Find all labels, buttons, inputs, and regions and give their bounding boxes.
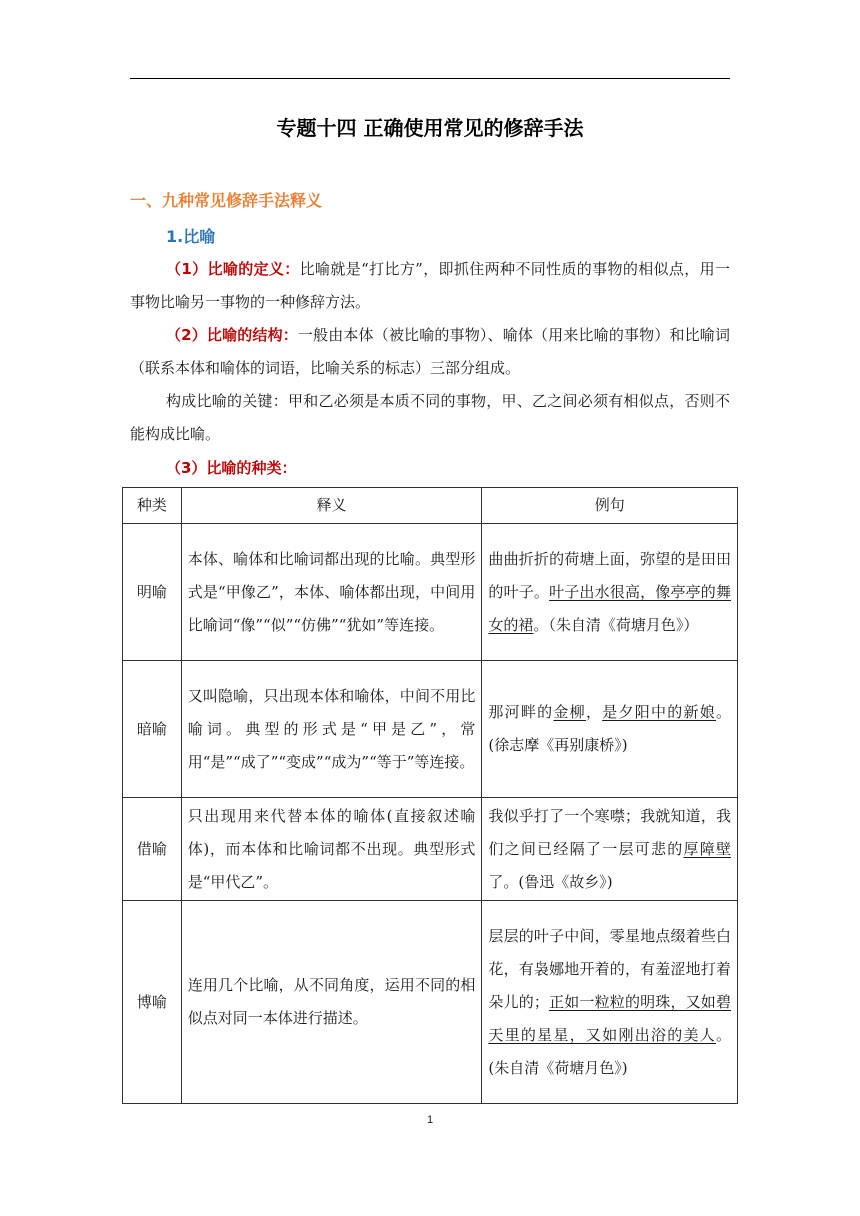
table-row [123, 661, 738, 798]
subsection-heading: 1.比喻 [166, 227, 216, 246]
row-explanation: 本体、喻体和比喻词都出现的比喻。典型形式是“甲像乙”，本体、喻体都出现，中间用比喻词“像”“似”“仿佛”“犹如”等连接。 [181, 524, 482, 661]
table-row [123, 524, 738, 661]
example-underlined: 叶子出水很高，像亭亭的舞女的裙 [488, 582, 731, 634]
row-kind: 借喻 [123, 798, 182, 901]
table-header-row [123, 488, 738, 524]
row-explanation: 连用几个比喻，从不同角度，运用不同的相似点对同一本体进行描述。 [181, 901, 482, 1104]
row-example [482, 524, 738, 661]
definition-paragraph [130, 253, 730, 319]
metaphor-types-table [122, 487, 738, 1104]
example-text: 那河畔的 [488, 703, 554, 721]
example-text: 曲曲折折的荷塘上面，弥望的是田田的叶子。 [488, 549, 731, 601]
example-source: 了。(鲁迅《故乡》) [488, 872, 613, 891]
row-explanation: 只出现用来代替本体的喻体(直接叙述喻体)，而本体和比喻词都不出现。典型形式是“甲代乙”。 [181, 798, 482, 901]
header-rule [130, 78, 730, 79]
example-source: 。（朱自清《荷塘月色》） [533, 615, 699, 634]
structure-text: 一般由本体（被比喻的事物）、喻体（用来比喻的事物）和比喻词（联系本体和喻体的词语，比喻关系的标志）三部分组成。 [130, 326, 730, 377]
table-row [123, 798, 738, 901]
row-example [482, 661, 738, 798]
header-explanation: 释义 [181, 488, 482, 524]
structure-paragraph [130, 319, 730, 385]
page-number: 1 [426, 1114, 434, 1126]
types-heading: （3）比喻的种类： [166, 459, 297, 477]
header-kind: 种类 [123, 488, 182, 524]
row-kind: 暗喻 [123, 661, 182, 798]
types-heading-paragraph [130, 452, 730, 485]
header-example: 例句 [482, 488, 738, 524]
example-text: 层层的叶子中间，零星地点缀着些白花，有袅娜地开着的，有羞涩地打着朵儿的； [488, 926, 731, 1011]
row-kind: 博喻 [123, 901, 182, 1104]
structure-label: （2）比喻的结构： [166, 326, 298, 344]
example-text: ， [585, 703, 603, 721]
definition-text: 比喻就是“打比方”，即抓住两种不同性质的事物的相似点，用一事物比喻另一事物的一种修辞方法。 [130, 260, 730, 311]
section-heading: 一、九种常见修辞手法释义 [130, 191, 323, 210]
example-underlined: 正如一粒粒的明珠，又如碧天里的星星，又如刚出浴的美人 [488, 992, 731, 1044]
example-underlined: 厚障壁 [683, 839, 731, 858]
key-point-paragraph: 构成比喻的关键：甲和乙必须是本质不同的事物，甲、乙之间必须有相似点，否则不能构成比喻。 [130, 392, 730, 443]
page-title: 专题十四 正确使用常见的修辞手法 [276, 116, 584, 140]
row-kind: 明喻 [123, 524, 182, 661]
example-underlined: 金柳 [553, 703, 586, 721]
row-explanation: 又叫隐喻，只出现本体和喻体，中间不用比喻词。典型的形式是“甲是乙”，常用“是”“成了”“变成”“成为”“等于”等连接。 [181, 661, 482, 798]
example-source: 。(朱自清《荷塘月色》) [488, 1025, 731, 1077]
example-underlined: 是夕阳中的新娘 [602, 703, 716, 721]
table-row [123, 901, 738, 1104]
definition-label: （1）比喻的定义： [166, 260, 300, 278]
row-example [482, 901, 738, 1104]
example-source: 。(徐志摩《再别康桥》) [488, 703, 731, 754]
row-example [482, 798, 738, 901]
example-text: 我似乎打了一个寒噤；我就知道，我们之间已经隔了一层可悲的 [488, 806, 731, 858]
